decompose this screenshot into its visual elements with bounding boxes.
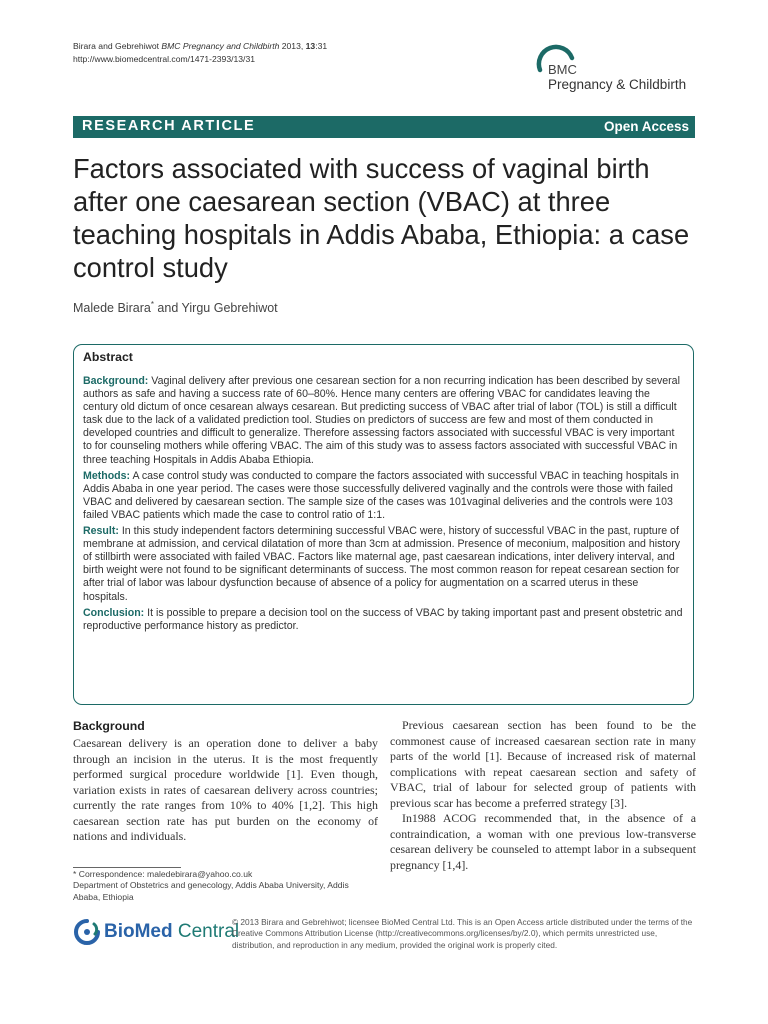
footnote-divider — [73, 867, 181, 868]
abstract-box — [73, 344, 694, 705]
body-paragraph: Caesarean delivery is an operation done to deliver a baby through an incision in the uterus. It is the most frequently performed surgical procedure worldwide [1]. Even though, variation exists in rates of caesarean delivery across countries; currently the rate ranges from 10% to 40% [1,2]. This high caesarean section rate has put burden on the economy of nations and individuals. — [73, 736, 378, 843]
open-access-label: Open Access — [603, 119, 689, 134]
publisher-logo — [73, 916, 240, 952]
publisher-name — [104, 921, 239, 943]
correspondence-email[interactable]: * Correspondence: maledebirara@yahoo.co.uk — [73, 869, 253, 879]
citation-year: 2013, — [281, 41, 304, 51]
journal-name: Pregnancy & Childbirth — [548, 77, 687, 92]
abstract-section-label: Methods: — [83, 469, 131, 482]
citation-header — [73, 40, 493, 66]
article-type-banner — [73, 116, 695, 138]
biomed-central-swirl-icon — [73, 918, 101, 946]
abstract-section-text: In this study independent factors determining successful VBAC were, history of successful VBAC in the past, rupture of membrane at admission, and cervical dilatation of more than 3cm at admission. Presence of meconium, malposition and history of stillbirth were associated with failed VBAC. Factors like maternal age, past caesarean indications, inter delivery interval, and birth weight were not found to be significant determinants of success. The most common reason for repeat cesarean section for after trial of labor was labour dysfunction because of absence of a policy for augmentation on a scarred uterus in these hospitals. — [83, 525, 681, 603]
abstract-section-label: Conclusion: — [83, 606, 145, 619]
body-column-left — [73, 718, 378, 845]
author-name[interactable]: Yirgu Gebrehiwot — [181, 301, 278, 316]
author-affiliation: Department of Obstetrics and genecology, Addis Ababa University, Addis Ababa, Ethiopia — [73, 880, 349, 902]
article-type-label: RESEARCH ARTICLE — [82, 118, 256, 134]
abstract-conclusion — [83, 607, 685, 633]
journal-brand: BMC — [548, 62, 577, 77]
journal-logo — [536, 44, 696, 100]
author-separator: and — [153, 301, 182, 316]
publisher-name-regular: Central — [172, 921, 240, 942]
article-url[interactable]: http://www.biomedcentral.com/1471-2393/13/31 — [73, 54, 256, 64]
footnote — [73, 869, 373, 903]
citation-article-number: :31 — [315, 41, 328, 51]
section-heading-background: Background — [73, 719, 145, 733]
abstract-methods — [83, 470, 685, 522]
abstract-section-text: It is possible to prepare a decision tool on the success of VBAC by taking important past and present obstetric and reproductive performance history as predictor. — [83, 606, 683, 632]
body-paragraph: In1988 ACOG recommended that, in the absence of a contraindication, a woman with one previous low-transverse cesarean delivery be counseled to attempt labor in a subsequent pregnancy [1,4]. — [390, 811, 696, 872]
body-paragraph: Previous caesarean section has been found to be the commonest cause of increased caesarean section rate in many parts of the world [1]. Because of increased risk of maternal complications with repeat caesarean section and safety of VBAC, trial of labour for selected group of patients with previous scar has become a preferred strategy [3]. — [390, 718, 696, 810]
citation-authors: Birara and Gebrehiwot — [73, 41, 159, 51]
abstract-body — [83, 375, 685, 636]
copyright-notice: © 2013 Birara and Gebrehiwot; licensee BioMed Central Ltd. This is an Open Access article distributed under the terms of the Creative Commons Attribution License (http://creativecommons.org/licenses/by/2.0), which permits unrestricted use, distribution, and reproduction in any medium, provided the original work is properly cited. — [232, 917, 693, 950]
publisher-name-bold: BioMed — [104, 921, 173, 942]
abstract-section-text: A case control study was conducted to compare the factors associated with successful VBAC in teaching hospitals in Addis Ababa in one year period. The cases were those successfully delivered vaginally and the controls were those with failed VBAC and delivered by caesarean section. The sample size of the cases was 101vaginal deliveries and the controls were 103 failed VBAC patients which made the case to control ratio of 1:1. — [83, 469, 679, 521]
article-title: Factors associated with success of vaginal birth after one caesarean section (VBAC) at three teaching hospitals in Addis Ababa, Ethiopia: a case control study — [73, 153, 690, 283]
citation-volume: 13 — [305, 41, 316, 51]
author-name[interactable]: Malede Birara — [73, 301, 151, 316]
body-column-right — [390, 718, 696, 873]
citation-journal: BMC Pregnancy and Childbirth — [161, 41, 280, 51]
abstract-section-label: Result: — [83, 525, 119, 538]
abstract-heading: Abstract — [83, 350, 133, 364]
author-list — [73, 300, 278, 315]
citation-line — [73, 40, 493, 53]
abstract-section-label: Background: — [83, 375, 149, 387]
abstract-result — [83, 525, 685, 604]
abstract-section-text: Vaginal delivery after previous one cesarean section for a non recurring indication has been described by several authors as safe and having a success rate of 60–80%. Hence many centers are offering VBAC for candidates leaving the century old dictum of once cesarean always cesarean. But predicting success of VBAC after trial of labor (TOL) is still a difficult task due to the lack of a validated prediction tool. Studies on predictors of success are few and most of them conducted in developed countries and difficult to generalize. Therefore assessing factors associated with successful VBAC is very important to for counseling mothers while offering VBAC. The aim of this study was to assess factors associated with successful VBAC in three teaching Hospitals in Addis Ababa Ethiopia. — [83, 375, 680, 466]
corresponding-author-mark: * — [150, 300, 154, 309]
abstract-background — [83, 375, 685, 467]
